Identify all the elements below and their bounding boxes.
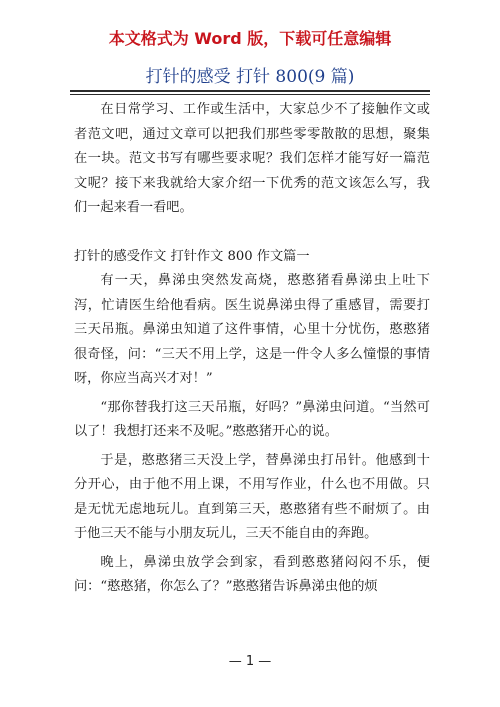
body-paragraph: 有一天，鼻涕虫突然发高烧，憨憨猪看鼻涕虫上吐下泻，忙请医生给他看病。医生说鼻涕虫得了重感冒，需要打三天吊瓶。鼻涕虫知道了这件事情，心里十分忧伤，憨憨猪很奇怪，问：“三天不用上学，这是一件令人多么憧憬的事情呀，你应当高兴才对！” — [74, 273, 430, 386]
format-banner: 本文格式为 Word 版，下载可任意编辑 — [108, 29, 392, 48]
body-paragraph: “那你替我打这三天吊瓶，好吗？”鼻涕虫问道。“当然可以了！我想打还来不及呢。”憨憨猪开心的说。 — [74, 399, 430, 439]
title-rule-thin — [70, 94, 430, 95]
page-number: — 1 — — [228, 654, 272, 669]
section-subheading: 打针的感受作文 打针作文 800 作文篇一 — [74, 248, 310, 264]
document-body — [74, 98, 430, 600]
intro-paragraph: 在日常学习、工作或生活中，大家总少不了接触作文或者范文吧，通过文章可以把我们那些零零散散的思想，聚集在一块。范文书写有哪些要求呢？我们怎样才能写好一篇范文呢？接下来我就给大家介绍一下优秀的范文该怎么写，我们一起来看一看吧。 — [74, 102, 430, 215]
title-rule — [70, 90, 430, 92]
body-paragraph: 于是，憨憨猪三天没上学，替鼻涕虫打吊针。他感到十分开心，由于他不用上课，不用写作业，什么也不用做。只是无忧无虑地玩儿。直到第三天，憨憨猪有些不耐烦了。由于他三天不能与小朋友玩儿，三天不能自由的奔跑。 — [74, 452, 430, 541]
document-title: 打针的感受 打针 800(9 篇) — [145, 67, 355, 87]
body-paragraph: 晚上，鼻涕虫放学会到家，看到憨憨猪闷闷不乐，便问：“憨憨猪，你怎么了？”憨憨猪告诉鼻涕虫他的烦 — [74, 554, 430, 594]
